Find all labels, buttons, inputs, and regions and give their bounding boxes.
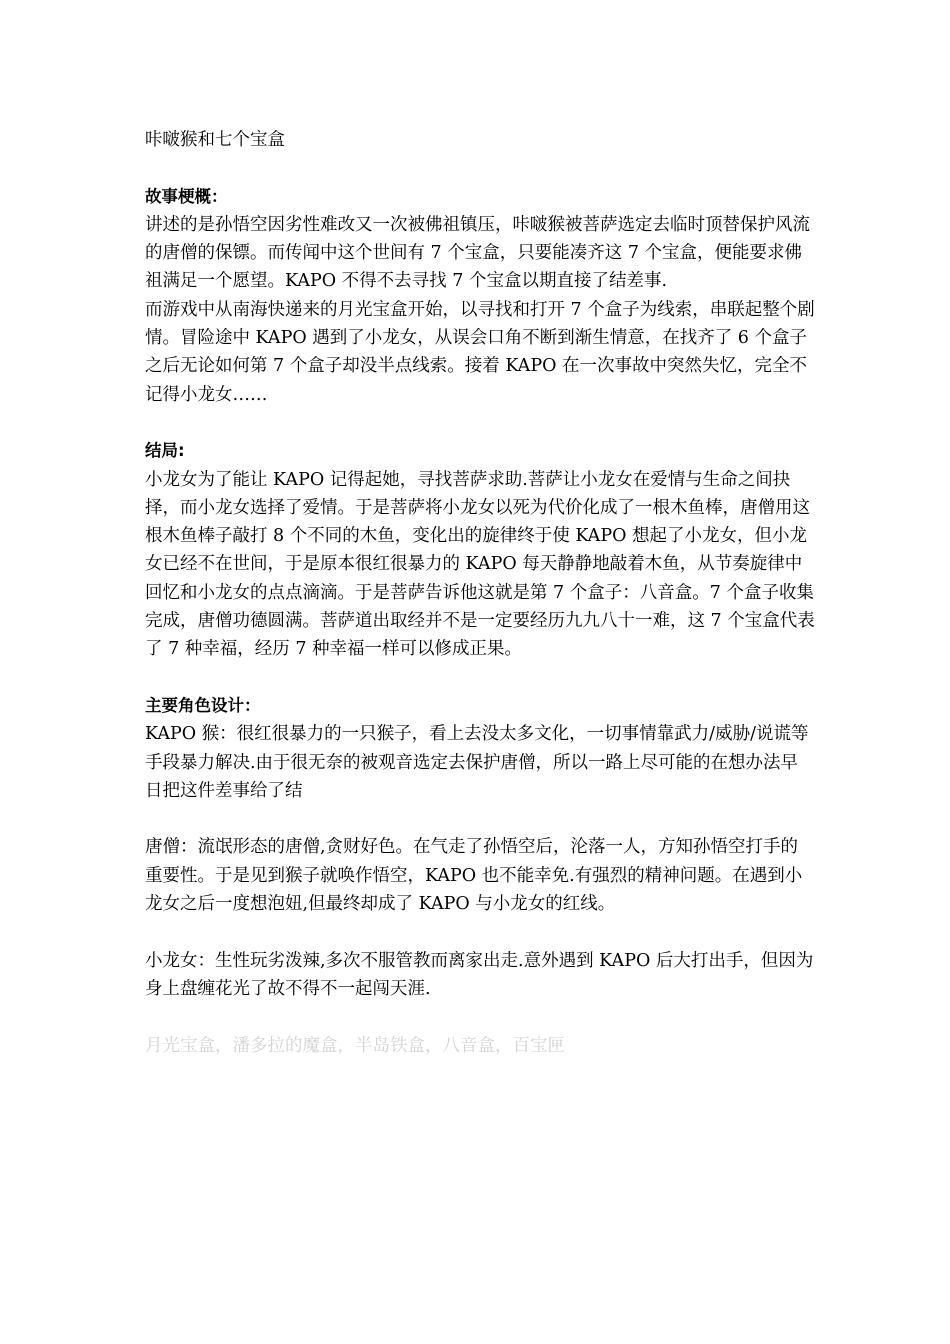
- blank-line: [145, 409, 815, 437]
- synopsis-paragraph-2: 而游戏中从南海快递来的月光宝盒开始，以寻找和打开 7 个盒子为线索，串联起整个剧情。冒险途中 KAPO 遇到了小龙女，从误会口角不断到渐生情意，在找齐了 6 个盒子之后无论如何第 7 个盒子却没半点线索。接着 KAPO 在一次事故中突然失忆，完全不记得小龙女……: [145, 299, 815, 405]
- document-title: 咔啵猴和七个宝盒: [145, 130, 285, 150]
- character-tangseng: 唐僧：流氓形态的唐僧,贪财好色。在气走了孙悟空后，沦落一人，方知孙悟空打手的重要性。于是见到猴子就唤作悟空，KAPO 也不能幸免.有强烈的精神问题。在遇到小龙女之后一度想泡妞,但最终却成了 KAPO 与小龙女的红线。: [145, 837, 803, 915]
- document-body: [145, 126, 815, 1060]
- ending-heading: 结局:: [145, 441, 185, 461]
- blank-line: [145, 918, 815, 946]
- blank-line: [145, 664, 815, 692]
- characters-heading: 主要角色设计：: [145, 695, 261, 715]
- blank-line: [145, 1003, 815, 1031]
- synopsis-paragraph-1: 讲述的是孙悟空因劣性难改又一次被佛祖镇压，咔啵猴被菩萨选定去临时顶替保护风流的唐僧的保镖。而传闻中这个世间有 7 个宝盒，只要能凑齐这 7 个宝盒，便能要求佛祖满足一个愿望。KAPO 不得不去寻找 7 个宝盒以期直接了结差事.: [145, 214, 810, 292]
- synopsis-heading: 故事梗概：: [145, 186, 228, 206]
- blank-line: [145, 154, 815, 182]
- character-kapo: KAPO 猴：很红很暴力的一只猴子，看上去没太多文化，一切事情靠武力/威胁/说谎等手段暴力解决.由于很无奈的被观音选定去保护唐僧，所以一路上尽可能的在想办法早日把这件差事给了结: [145, 724, 809, 801]
- ending-paragraph: 小龙女为了能让 KAPO 记得起她，寻找菩萨求助.菩萨让小龙女在爱情与生命之间抉择，而小龙女选择了爱情。于是菩萨将小龙女以死为代价化成了一根木鱼棒，唐僧用这根木鱼棒子敲打 8 个不同的木鱼，变化出的旋律终于使 KAPO 想起了小龙女，但小龙女已经不在世间，于是原本很红很暴力的 KAPO 每天静静地敲着木鱼，从节奏旋律中回忆和小龙女的点点滴滴。于是菩萨告诉他这就是第 7 个盒子：八音盒。7 个盒子收集完成，唐僧功德圆满。菩萨道出取经并不是一定要经历九九八十一难，这 7 个宝盒代表了 7 种幸福，经历 7 种幸福一样可以修成正果。: [145, 469, 815, 660]
- blank-line: [145, 805, 815, 833]
- boxes-note: 月光宝盒，潘多拉的魔盒，半岛铁盒，八音盒，百宝匣: [145, 1035, 565, 1056]
- character-xiaolongnv: 小龙女：生性玩劣泼辣,多次不服管教而离家出走.意外遇到 KAPO 后大打出手，但因为身上盘缠花光了故不得不一起闯天涯.: [145, 950, 814, 999]
